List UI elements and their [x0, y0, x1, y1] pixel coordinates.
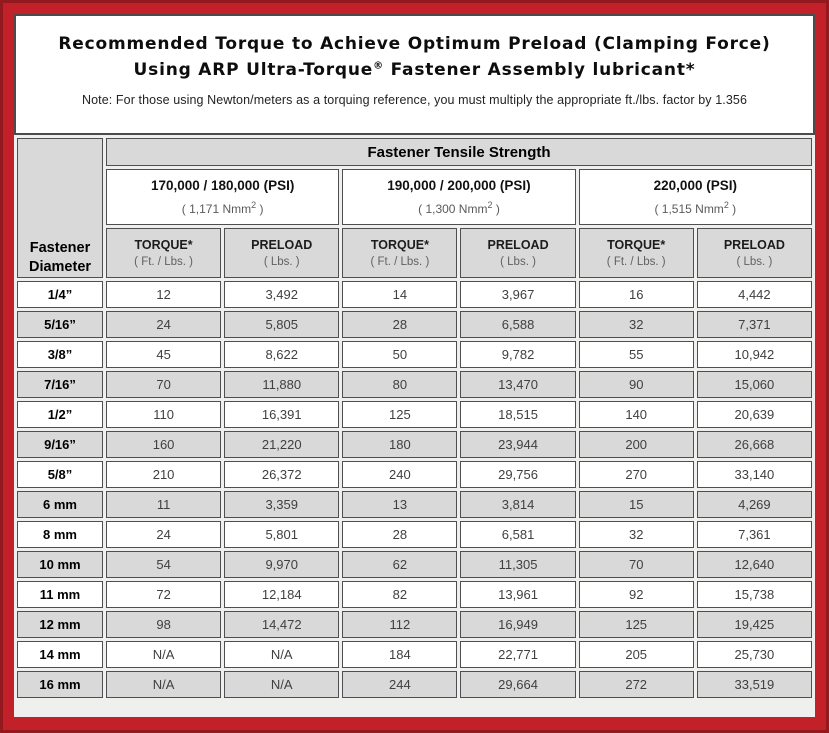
- torque-value-cell: 16: [579, 281, 694, 308]
- preload-value-cell: 21,220: [224, 431, 339, 458]
- torque-value-cell: 180: [342, 431, 457, 458]
- preload-value-cell: 4,269: [697, 491, 812, 518]
- tensile-strength-header: Fastener Tensile Strength: [106, 138, 812, 166]
- preload-value-cell: 3,359: [224, 491, 339, 518]
- torque-column-header: TORQUE* ( Ft. / Lbs. ): [579, 228, 694, 278]
- preload-value-cell: 12,640: [697, 551, 812, 578]
- preload-value-cell: 23,944: [460, 431, 575, 458]
- torque-value-cell: 210: [106, 461, 221, 488]
- torque-value-cell: 160: [106, 431, 221, 458]
- note-text: Note: For those using Newton/meters as a torquing reference, you must multiply the appropriate ft./lbs. factor by 1.356: [81, 92, 747, 107]
- preload-value-cell: 4,442: [697, 281, 812, 308]
- preload-value-cell: N/A: [224, 641, 339, 668]
- preload-value-cell: 29,756: [460, 461, 575, 488]
- preload-value-cell: 26,668: [697, 431, 812, 458]
- table-header: [17, 138, 812, 278]
- torque-value-cell: 72: [106, 581, 221, 608]
- table-row: [17, 671, 812, 698]
- preload-value-cell: 9,782: [460, 341, 575, 368]
- fastener-diameter-cell: 3/8”: [17, 341, 103, 368]
- preload-value-cell: 6,581: [460, 521, 575, 548]
- fastener-diameter-cell: 10 mm: [17, 551, 103, 578]
- torque-value-cell: 140: [579, 401, 694, 428]
- torque-value-cell: 11: [106, 491, 221, 518]
- torque-table: [14, 135, 815, 701]
- fastener-diameter-cell: 8 mm: [17, 521, 103, 548]
- torque-value-cell: 32: [579, 521, 694, 548]
- preload-value-cell: 10,942: [697, 341, 812, 368]
- table-row: [17, 521, 812, 548]
- preload-value-cell: 18,515: [460, 401, 575, 428]
- preload-value-cell: 22,771: [460, 641, 575, 668]
- torque-value-cell: 55: [579, 341, 694, 368]
- fastener-diameter-cell: 14 mm: [17, 641, 103, 668]
- registered-trademark-symbol: ®: [373, 60, 384, 72]
- fastener-diameter-cell: 1/2”: [17, 401, 103, 428]
- table-row: [17, 401, 812, 428]
- torque-value-cell: 80: [342, 371, 457, 398]
- preload-value-cell: 7,361: [697, 521, 812, 548]
- torque-value-cell: 92: [579, 581, 694, 608]
- torque-value-cell: N/A: [106, 641, 221, 668]
- torque-value-cell: 45: [106, 341, 221, 368]
- preload-value-cell: 15,738: [697, 581, 812, 608]
- preload-value-cell: 6,588: [460, 311, 575, 338]
- table-row: [17, 431, 812, 458]
- fastener-diameter-cell: 9/16”: [17, 431, 103, 458]
- torque-value-cell: 272: [579, 671, 694, 698]
- torque-value-cell: 125: [342, 401, 457, 428]
- title-panel: [14, 14, 815, 135]
- torque-value-cell: 270: [579, 461, 694, 488]
- torque-value-cell: 14: [342, 281, 457, 308]
- preload-value-cell: 25,730: [697, 641, 812, 668]
- fastener-diameter-cell: 5/8”: [17, 461, 103, 488]
- torque-value-cell: 90: [579, 371, 694, 398]
- preload-value-cell: 8,622: [224, 341, 339, 368]
- strength-group-header-1: 170,000 / 180,000 (PSI) ( 1,171 Nmm$^2$ ): [106, 169, 339, 225]
- torque-value-cell: 112: [342, 611, 457, 638]
- table-row: [17, 341, 812, 368]
- table-row: [17, 281, 812, 308]
- preload-value-cell: 33,519: [697, 671, 812, 698]
- preload-value-cell: 14,472: [224, 611, 339, 638]
- torque-value-cell: 244: [342, 671, 457, 698]
- preload-value-cell: 12,184: [224, 581, 339, 608]
- torque-value-cell: 205: [579, 641, 694, 668]
- torque-value-cell: 82: [342, 581, 457, 608]
- preload-value-cell: 33,140: [697, 461, 812, 488]
- torque-value-cell: 70: [106, 371, 221, 398]
- torque-value-cell: 50: [342, 341, 457, 368]
- torque-value-cell: 54: [106, 551, 221, 578]
- preload-value-cell: 5,805: [224, 311, 339, 338]
- preload-value-cell: 16,949: [460, 611, 575, 638]
- preload-value-cell: 29,664: [460, 671, 575, 698]
- preload-column-header: PRELOAD ( Lbs. ): [224, 228, 339, 278]
- preload-column-header: PRELOAD ( Lbs. ): [460, 228, 575, 278]
- fastener-diameter-header: Fastener Diameter: [17, 138, 103, 278]
- torque-value-cell: 240: [342, 461, 457, 488]
- torque-column-header: TORQUE* ( Ft. / Lbs. ): [106, 228, 221, 278]
- title-line1: Recommended Torque to Achieve Optimum Preload (Clamping Force): [58, 34, 771, 54]
- fastener-diameter-cell: 12 mm: [17, 611, 103, 638]
- preload-value-cell: 3,967: [460, 281, 575, 308]
- table-row: [17, 311, 812, 338]
- preload-value-cell: 19,425: [697, 611, 812, 638]
- strength-group-header-3: 220,000 (PSI) ( 1,515 Nmm$^2$ ): [579, 169, 812, 225]
- preload-value-cell: 3,492: [224, 281, 339, 308]
- torque-value-cell: 98: [106, 611, 221, 638]
- content-area: [14, 14, 815, 717]
- preload-value-cell: 9,970: [224, 551, 339, 578]
- preload-value-cell: 11,305: [460, 551, 575, 578]
- preload-value-cell: 11,880: [224, 371, 339, 398]
- preload-value-cell: N/A: [224, 671, 339, 698]
- torque-value-cell: 15: [579, 491, 694, 518]
- preload-value-cell: 3,814: [460, 491, 575, 518]
- torque-value-cell: 12: [106, 281, 221, 308]
- preload-value-cell: 26,372: [224, 461, 339, 488]
- table-row: [17, 581, 812, 608]
- table-row: [17, 371, 812, 398]
- table-row: [17, 491, 812, 518]
- table-row: [17, 641, 812, 668]
- preload-value-cell: 13,470: [460, 371, 575, 398]
- preload-value-cell: 13,961: [460, 581, 575, 608]
- torque-value-cell: 200: [579, 431, 694, 458]
- torque-value-cell: 32: [579, 311, 694, 338]
- preload-value-cell: 7,371: [697, 311, 812, 338]
- fastener-diameter-cell: 5/16”: [17, 311, 103, 338]
- torque-column-header: TORQUE* ( Ft. / Lbs. ): [342, 228, 457, 278]
- torque-value-cell: 70: [579, 551, 694, 578]
- title-line2: Using ARP Ultra-Torque® Fastener Assembly lubricant*: [133, 60, 696, 81]
- torque-value-cell: 184: [342, 641, 457, 668]
- strength-group-header-2: 190,000 / 200,000 (PSI) ( 1,300 Nmm$^2$ ): [342, 169, 575, 225]
- preload-column-header: PRELOAD ( Lbs. ): [697, 228, 812, 278]
- torque-value-cell: 13: [342, 491, 457, 518]
- table-row: [17, 551, 812, 578]
- table-body: [17, 281, 812, 698]
- torque-value-cell: 24: [106, 521, 221, 548]
- torque-value-cell: 28: [342, 521, 457, 548]
- preload-value-cell: 16,391: [224, 401, 339, 428]
- fastener-diameter-cell: 1/4”: [17, 281, 103, 308]
- torque-value-cell: 110: [106, 401, 221, 428]
- fastener-diameter-cell: 6 mm: [17, 491, 103, 518]
- fastener-diameter-cell: 7/16”: [17, 371, 103, 398]
- fastener-diameter-cell: 11 mm: [17, 581, 103, 608]
- torque-value-cell: 62: [342, 551, 457, 578]
- torque-value-cell: 125: [579, 611, 694, 638]
- table-row: [17, 461, 812, 488]
- torque-value-cell: N/A: [106, 671, 221, 698]
- preload-value-cell: 15,060: [697, 371, 812, 398]
- fastener-diameter-cell: 16 mm: [17, 671, 103, 698]
- torque-value-cell: 24: [106, 311, 221, 338]
- table-row: [17, 611, 812, 638]
- page-title: [16, 31, 813, 84]
- preload-value-cell: 5,801: [224, 521, 339, 548]
- preload-value-cell: 20,639: [697, 401, 812, 428]
- torque-value-cell: 28: [342, 311, 457, 338]
